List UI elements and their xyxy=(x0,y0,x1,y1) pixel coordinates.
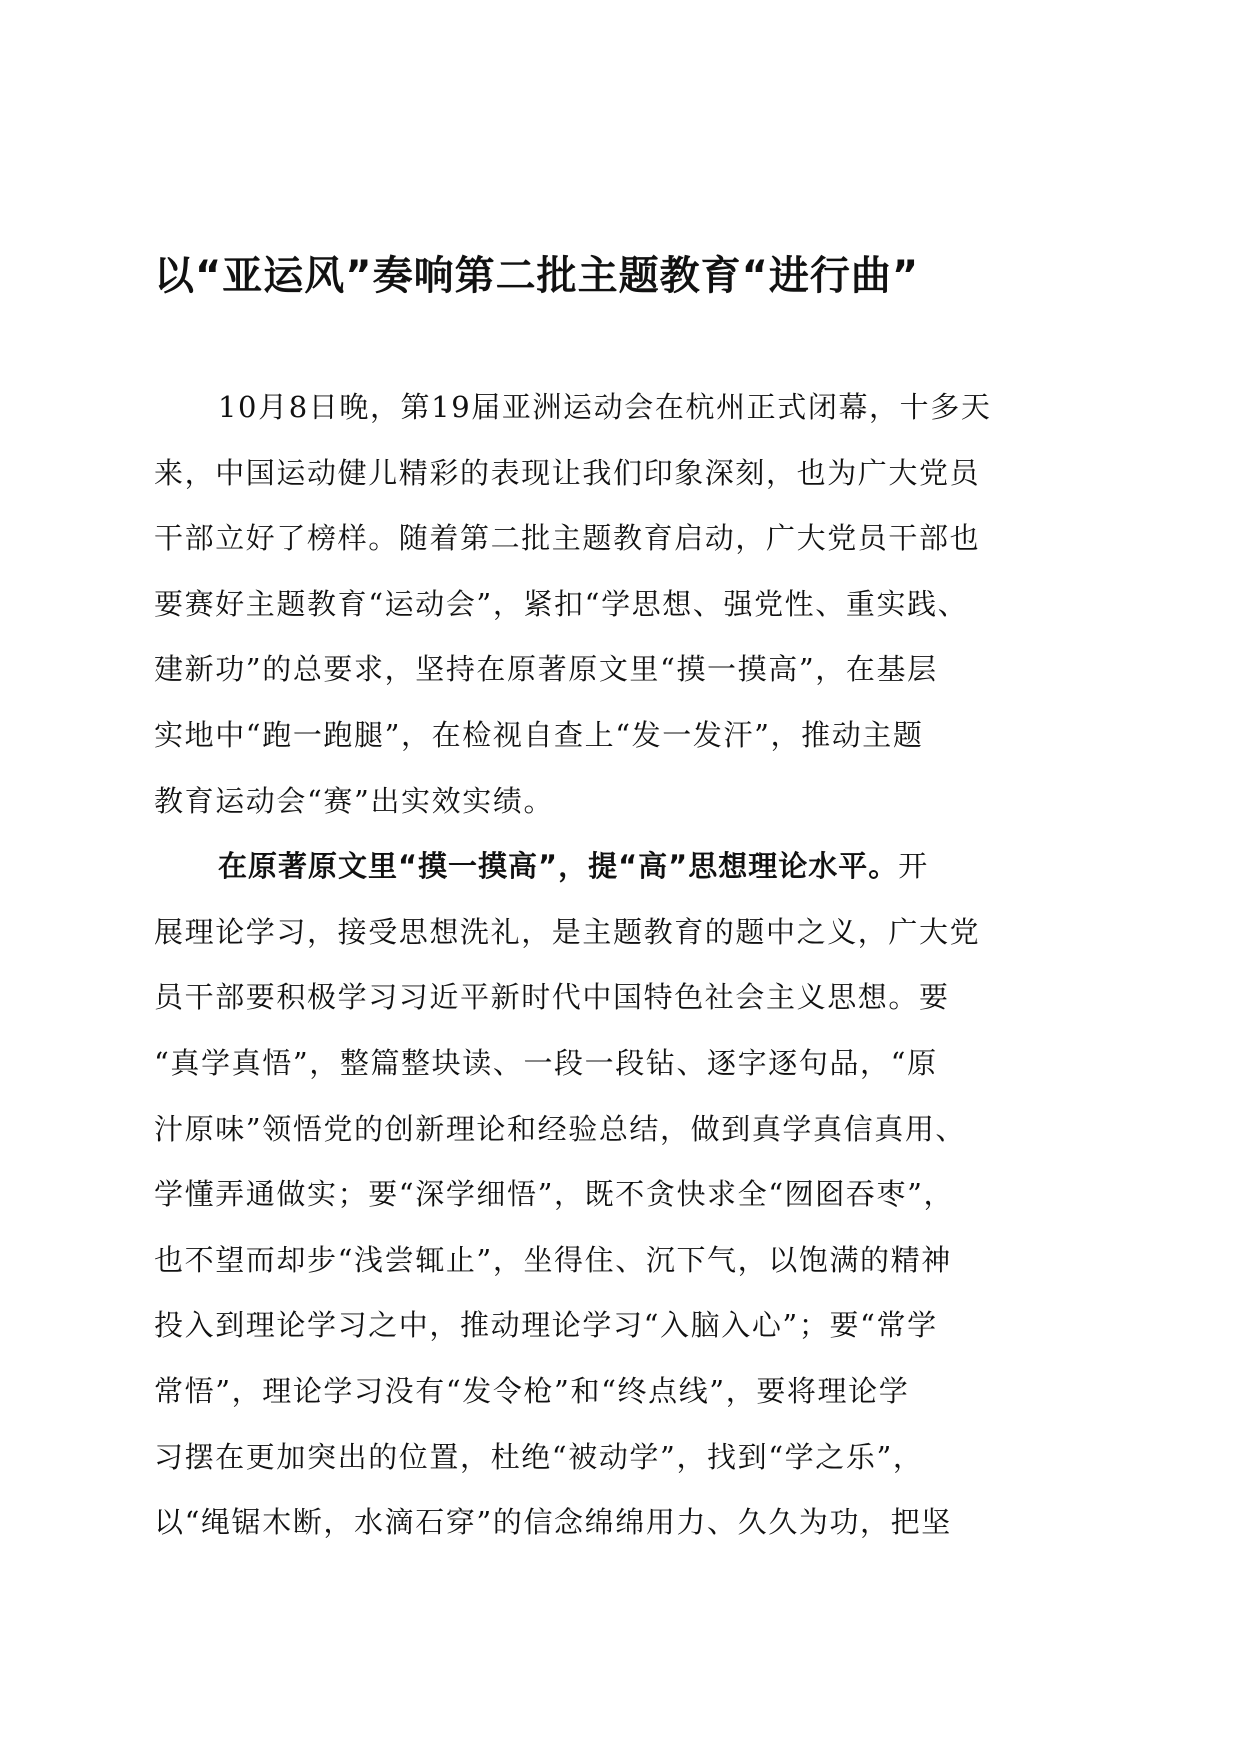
document-body xyxy=(154,375,1084,1556)
paragraph-theory-study xyxy=(154,834,1084,1556)
paragraph-line: 投入到理论学习之中，推动理论学习“入脑入心”；要“常学 xyxy=(154,1308,938,1343)
paragraph-line: 以“绳锯木断，水滴石穿”的信念绵绵用力、久久为功，把坚 xyxy=(154,1505,952,1540)
paragraph-line: 建新功”的总要求，坚持在原著原文里“摸一摸高”，在基层 xyxy=(154,652,938,687)
paragraph-line: 教育运动会“赛”出实效实绩。 xyxy=(154,783,555,818)
paragraph-line: 常悟”，理论学习没有“发令枪”和“终点线”，要将理论学 xyxy=(154,1373,910,1408)
document-title: 以“亚运风”奏响第二批主题教育“进行曲” xyxy=(154,253,920,299)
paragraph-line: 实地中“跑一跑腿”，在检视自查上“发一发汗”，推动主题 xyxy=(154,717,924,752)
paragraph-line: 员干部要积极学习习近平新时代中国特色社会主义思想。要 xyxy=(154,980,950,1015)
paragraph-line: 干部立好了榜样。随着第二批主题教育启动，广大党员干部也 xyxy=(154,521,981,556)
paragraph-line: 习摆在更加突出的位置，杜绝“被动学”，找到“学之乐”， xyxy=(154,1439,924,1474)
paragraph-line: “真学真悟”，整篇整块读、一段一段钻、逐字逐句品，“原 xyxy=(154,1045,938,1080)
paragraph-line: 来，中国运动健儿精彩的表现让我们印象深刻，也为广大党员 xyxy=(154,455,981,490)
paragraph-line: 学懂弄通做实；要“深学细悟”，既不贪快求全“囫囵吞枣”， xyxy=(154,1177,955,1212)
paragraph-line: 汁原味”领悟党的创新理论和经验总结，做到真学真信真用、 xyxy=(154,1111,967,1146)
paragraph-line: 要赛好主题教育“运动会”，紧扣“学思想、强党性、重实践、 xyxy=(154,586,969,621)
paragraph-first-line xyxy=(154,834,1084,900)
paragraph-intro xyxy=(154,375,1084,834)
paragraph-line: 展理论学习，接受思想洗礼，是主题教育的题中之义，广大党 xyxy=(154,914,981,949)
section-lead-heading: 在原著原文里“摸一摸高”，提“高”思想理论水平。 xyxy=(218,849,899,884)
paragraph-first-line-text: 开 xyxy=(898,849,929,884)
paragraph-line: 也不望而却步“浅尝辄止”，坐得住、沉下气，以饱满的精神 xyxy=(154,1242,952,1277)
paragraph-line: 10月8日晚，第19届亚洲运动会在杭州正式闭幕，十多天 xyxy=(218,390,992,424)
